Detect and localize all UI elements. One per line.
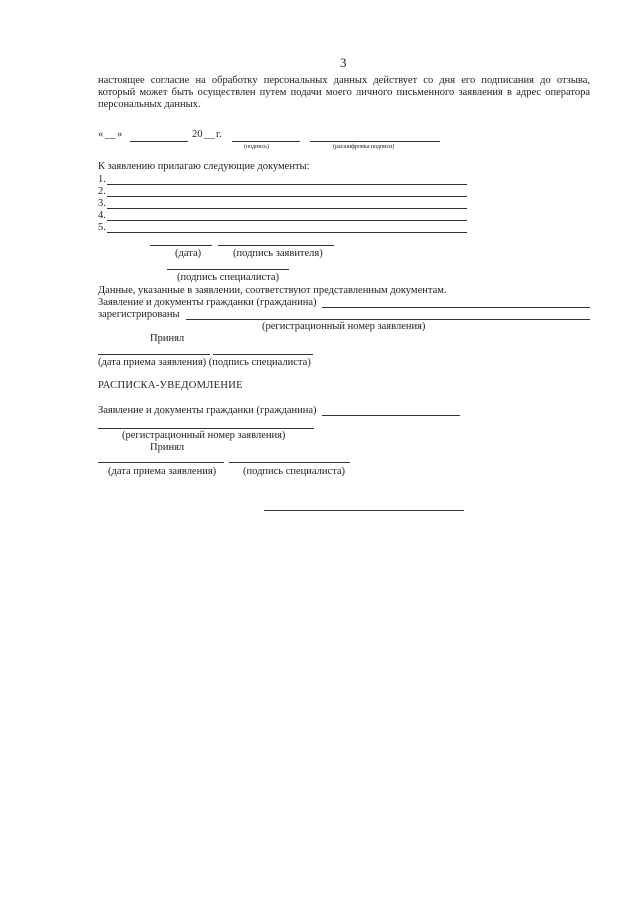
receipt-date-caption: (дата приема заявления)	[108, 466, 217, 477]
document-item-line	[107, 196, 467, 197]
accepted-label: Принял	[150, 333, 185, 344]
document-item-number: 3.	[98, 198, 106, 209]
receipt-registration-number-line	[98, 428, 314, 429]
date-year-suffix: г.	[216, 129, 222, 140]
docs-of-citizen-label: Заявление и документы гражданки (гражданина)	[98, 297, 317, 308]
receipt-accepted-label: Принял	[150, 442, 185, 453]
document-item-number: 5.	[98, 222, 106, 233]
specialist-signature-caption: (подпись специалиста)	[177, 272, 280, 283]
consent-line-2: который может быть осуществлен путем подачи моего личного письменного заявления в адрес оператора	[98, 87, 590, 98]
document-item-number: 4.	[98, 210, 106, 221]
receipt-citizen-name-line	[322, 415, 460, 416]
date-open-quote: «	[98, 129, 104, 140]
citizen-name-line	[322, 307, 590, 308]
decoding-line	[310, 141, 440, 142]
data-confirmation: Данные, указанные в заявлении, соответствуют представленным документам.	[98, 285, 447, 296]
registration-number-line	[186, 319, 590, 320]
document-item-line	[107, 184, 467, 185]
consent-line-3: персональных данных.	[98, 99, 201, 110]
applicant-signature-caption: (подпись заявителя)	[233, 248, 323, 259]
date-day-blank: __	[105, 129, 116, 140]
closing-separator-line	[264, 510, 464, 511]
page-number: 3	[340, 55, 347, 70]
document-item-line	[107, 232, 467, 233]
date-close-quote: »	[117, 129, 123, 140]
receipt-date-line	[98, 462, 224, 463]
specialist-signature-line	[167, 269, 289, 270]
accept-date-line	[98, 354, 210, 355]
documents-intro: К заявлению прилагаю следующие документы:	[98, 161, 310, 172]
month-line	[130, 141, 188, 142]
date-year-prefix: 20	[192, 129, 203, 140]
receipt-docs-of-citizen-label: Заявление и документы гражданки (гражданина)	[98, 405, 317, 416]
date-year-blank: __	[204, 129, 215, 140]
applicant-date-line	[150, 245, 212, 246]
accept-signature-line	[213, 354, 313, 355]
document-item-number: 2.	[98, 186, 106, 197]
decoding-caption: (расшифровка подписи)	[333, 144, 395, 150]
registration-number-caption: (регистрационный номер заявления)	[262, 321, 426, 332]
consent-line-1: настоящее согласие на обработку персональных данных действует со дня его подписания до отзыва,	[98, 75, 590, 86]
applicant-signature-line	[218, 245, 334, 246]
receipt-registration-number-caption: (регистрационный номер заявления)	[122, 430, 286, 441]
document-item-line	[107, 220, 467, 221]
applicant-date-caption: (дата)	[175, 248, 202, 259]
signature-line	[232, 141, 300, 142]
signature-caption: (подпись)	[244, 144, 269, 150]
receipt-title: РАСПИСКА-УВЕДОМЛЕНИЕ	[98, 380, 243, 391]
document-item-number: 1.	[98, 174, 106, 185]
receipt-signature-line	[229, 462, 350, 463]
receipt-signature-caption: (подпись специалиста)	[243, 466, 346, 477]
accept-captions: (дата приема заявления) (подпись специалиста)	[98, 357, 311, 368]
registered-label: зарегистрированы	[98, 309, 180, 320]
document-item-line	[107, 208, 467, 209]
